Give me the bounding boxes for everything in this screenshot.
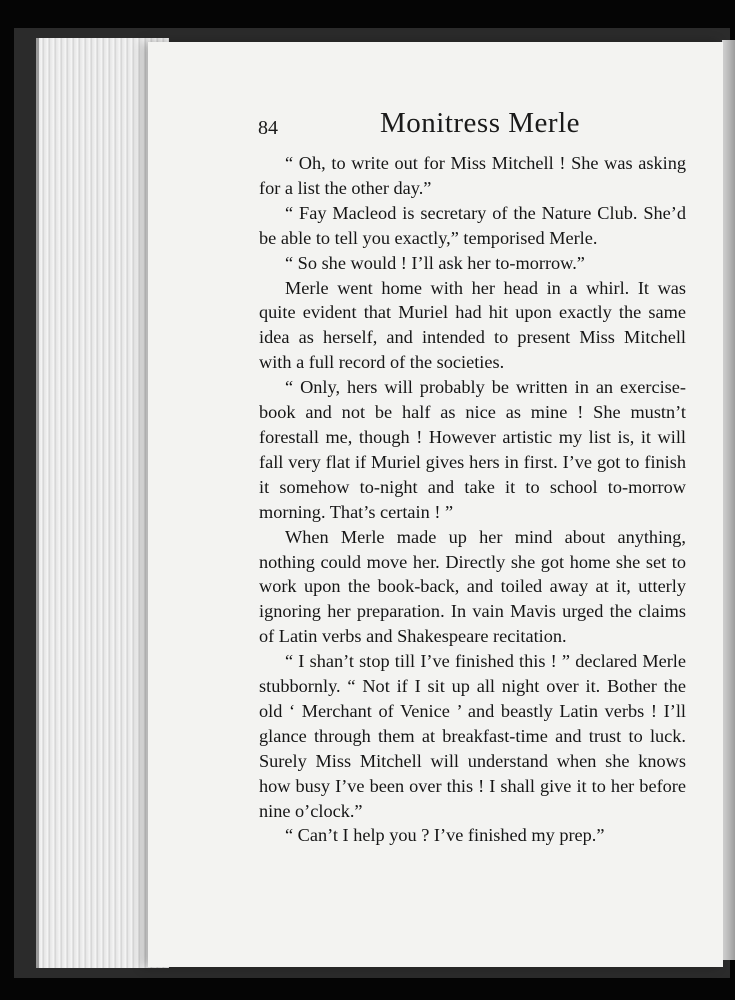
body-text bbox=[259, 151, 686, 848]
paragraph: “ So she would ! I’ll ask her to-morrow.” bbox=[285, 252, 585, 273]
running-title: Monitress Merle bbox=[380, 107, 580, 139]
paragraph: “ Only, hers will probably be written in an exercise-book and not be half as nice as mine ! She mustn’t forestall me, though ! However artistic my list is, it will fall very flat if Muriel gives hers in first. I’ve got to finish it somehow to-night and take it to school to-morrow morning. That’s certain ! ” bbox=[259, 377, 686, 522]
paragraph: “ Can’t I help you ? I’ve finished my prep.” bbox=[285, 825, 605, 846]
paragraph: When Merle made up her mind about anything, nothing could move her. Directly she got home she set to work upon the book-back, and toiled away at it, utterly ignoring her preparation. In vain Mavis urged the claims of Latin verbs and Shakespeare recitation. bbox=[259, 526, 686, 647]
right-binding-edge bbox=[722, 40, 735, 960]
paragraph: “ I shan’t stop till I’ve finished this ! ” declared Merle stubbornly. “ Not if I sit up all night over it. Bother the old ‘ Merchant of Venice ’ and beastly Latin verbs ! I’ll glance through them at breakfast-time and trust to luck. Surely Miss Mitchell will understand when she knows how busy I’ve been over this ! I shall give it to her before nine o’clock.” bbox=[259, 651, 686, 821]
paragraph: “ Oh, to write out for Miss Mitchell ! She was asking for a list the other day.” bbox=[259, 153, 686, 198]
page-header bbox=[258, 107, 688, 147]
paragraph: “ Fay Macleod is secretary of the Nature Club. She’d be able to tell you exactly,” temporised Merle. bbox=[259, 202, 686, 248]
paragraph: Merle went home with her head in a whirl. It was quite evident that Muriel had hit upon exactly the same idea as herself, and intended to present Miss Mitchell with a full record of the societies. bbox=[259, 277, 686, 373]
page-number: 84 bbox=[258, 117, 278, 139]
